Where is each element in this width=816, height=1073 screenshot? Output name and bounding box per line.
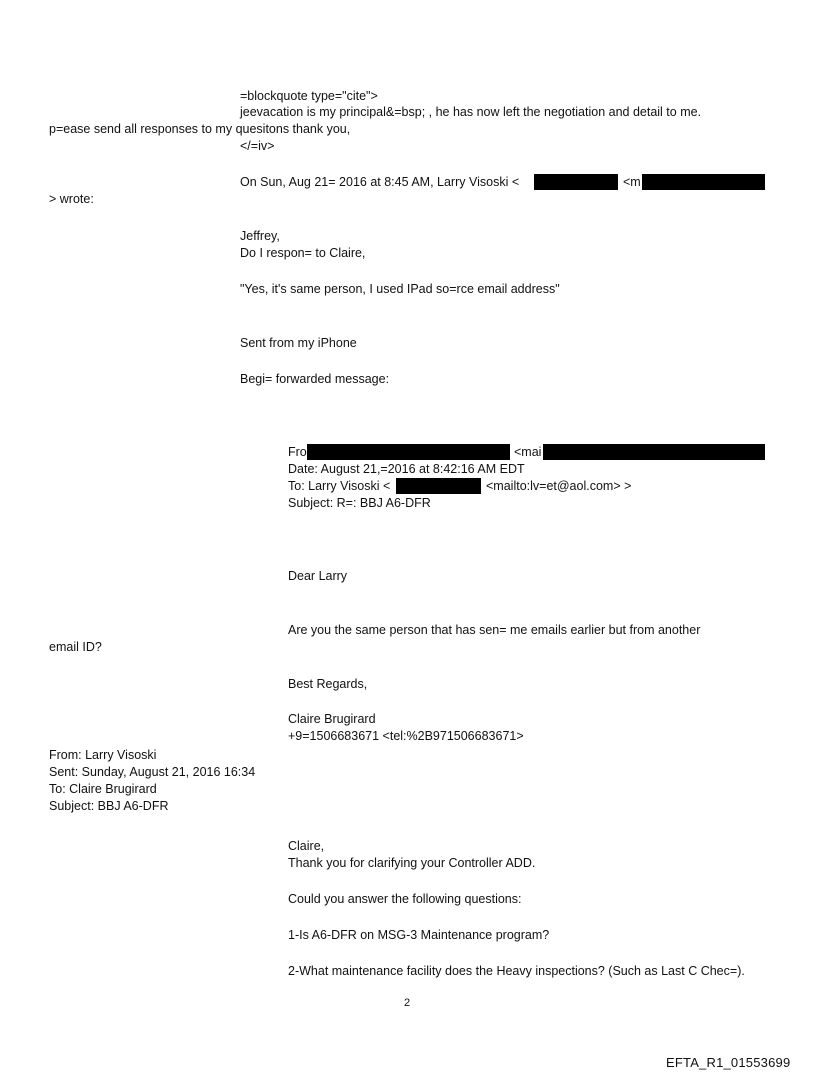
begin-forwarded-message: Begi= forwarded message: [240,372,390,386]
question-1: 1-Is A6-DFR on MSG-3 Maintenance program? [288,928,550,942]
header-to: To: Claire Brugirard [49,782,157,796]
fwd-subject-line: Subject: R=: BBJ A6-DFR [288,496,431,510]
do-i-respond-line: Do I respon= to Claire, [240,246,366,260]
jeffrey-greeting: Jeffrey, [240,229,280,243]
email-id-line: email ID? [49,640,102,654]
on-sun-line: On Sun, Aug 21= 2016 at 8:45 AM, Larry Visoski < [240,175,520,189]
redaction-box [642,174,765,190]
thank-you-line: Thank you for clarifying your Controller ADD. [288,856,536,870]
fwd-to-line: To: Larry Visoski < [288,479,391,493]
signature-name: Claire Brugirard [288,712,376,726]
blockquote-open-line: =blockquote type="cite"> [240,89,378,103]
please-send-line: p=ease send all responses to my quesitons thank you, [49,122,351,136]
yes-quote-line: "Yes, it's same person, I used IPad so=rce email address" [240,282,560,296]
fwd-to-mailto: <mailto:lv=et@aol.com> > [486,479,632,493]
fwd-from-mail-fragment: <mai [514,445,542,459]
wrote-line: > wrote: [49,192,94,206]
redaction-box [396,478,481,494]
page-number: 2 [404,997,411,1009]
question-2: 2-What maintenance facility does the Heavy inspections? (Such as Last C Chec=). [288,964,745,978]
div-close-line: </=iv> [240,139,275,153]
best-regards: Best Regards, [288,677,368,691]
header-sent: Sent: Sunday, August 21, 2016 16:34 [49,765,256,779]
signature-phone: +9=1506683671 <tel:%2B971506683671> [288,729,524,743]
document-id-footer: EFTA_R1_01553699 [666,1055,791,1070]
are-you-line: Are you the same person that has sen= me emails earlier but from another [288,623,701,637]
on-sun-mail-fragment: <m [623,175,641,189]
fwd-from-line: Fro [288,445,307,459]
fwd-date-line: Date: August 21,=2016 at 8:42:16 AM EDT [288,462,525,476]
could-you-line: Could you answer the following questions: [288,892,522,906]
header-from: From: Larry Visoski [49,748,157,762]
claire-greeting: Claire, [288,839,325,853]
sent-from-iphone: Sent from my iPhone [240,336,357,350]
principal-line: jeevacation is my principal&=bsp; , he has now left the negotiation and detail to me. [240,105,702,119]
dear-larry-greeting: Dear Larry [288,569,348,583]
redaction-box [307,444,510,460]
redaction-box [543,444,765,460]
header-subject: Subject: BBJ A6-DFR [49,799,169,813]
redaction-box [534,174,618,190]
